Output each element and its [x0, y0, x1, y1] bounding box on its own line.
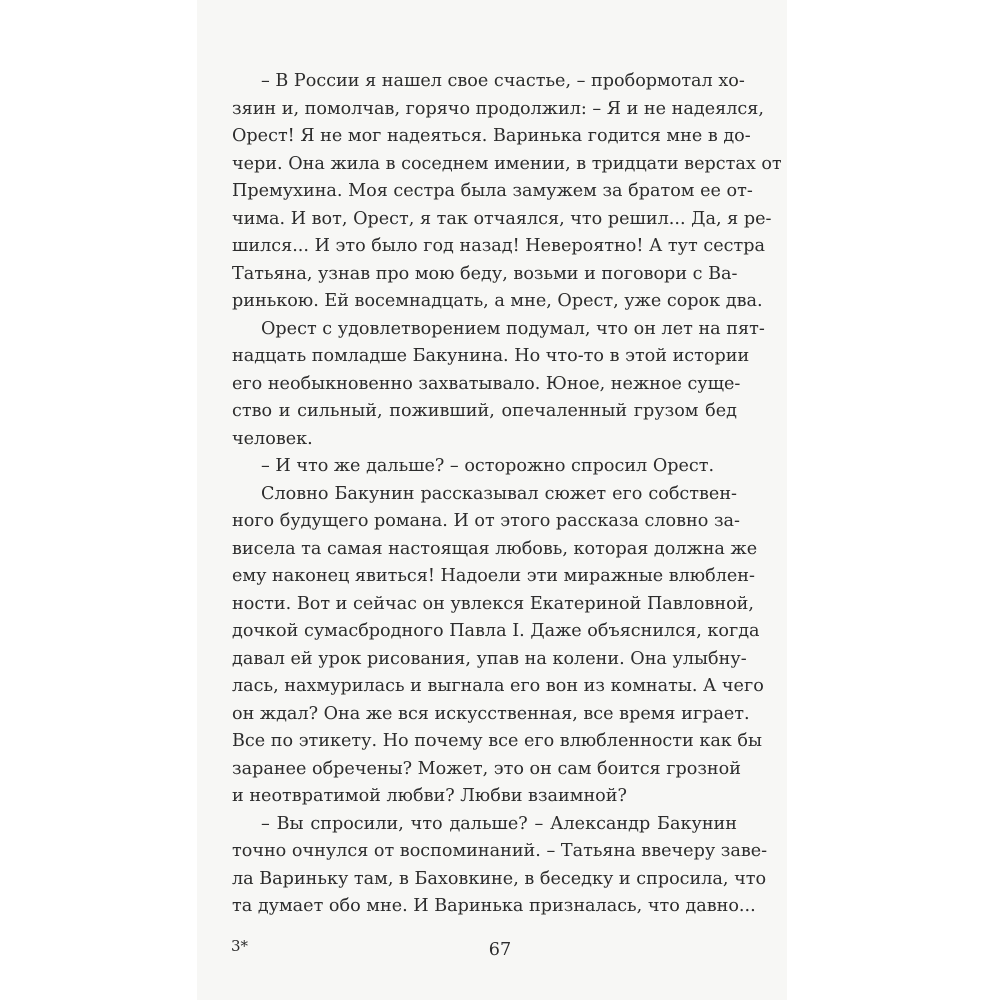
text-line: Словно Бакунин рассказывал сюжет его собствен- [261, 484, 737, 504]
text-line: – Вы спросили, что дальше? – Александр Бакунин [261, 814, 737, 834]
text-line: – И что же дальше? – осторожно спросил Орест. [261, 456, 715, 476]
text-line: ринькою. Ей восемнадцать, а мне, Орест, уже сорок два. [232, 291, 763, 311]
text-line: заранее обречены? Может, это он сам боится грозной [232, 759, 741, 779]
signature-mark: 3* [231, 937, 249, 955]
text-line: человек. [232, 429, 313, 449]
text-line: Орест! Я не мог надеяться. Варинька годится мне в до- [232, 126, 751, 146]
text-line: лась, нахмурилась и выгнала его вон из комнаты. А чего [232, 676, 764, 696]
text-line: та думает обо мне. И Варинька призналась, что давно... [232, 896, 756, 916]
text-line: ство и сильный, поживший, опечаленный грузом бед [232, 401, 737, 421]
text-line: его необыкновенно захватывало. Юное, нежное суще- [232, 374, 741, 394]
text-line: висела та самая настоящая любовь, которая должна же [232, 539, 758, 559]
text-line: надцать помладше Бакунина. Но что-то в этой истории [232, 346, 750, 366]
text-line: ла Вариньку там, в Баховкине, в беседку и спросила, что [232, 869, 767, 889]
text-line: Орест с удовлетворением подумал, что он лет на пят- [261, 319, 765, 339]
text-line: ности. Вот и сейчас он увлекся Екатериной Павловной, [232, 594, 754, 614]
text-line: – В России я нашел свое счастье, – пробормотал хо- [261, 71, 745, 91]
text-line: и неотвратимой любви? Любви взаимной? [232, 786, 627, 806]
page-number: 67 [488, 940, 512, 960]
text-line: зяин и, помолчав, горячо продолжил: – Я и не надеялся, [232, 99, 764, 119]
text-line: дочкой сумасбродного Павла I. Даже объяснился, когда [232, 621, 760, 641]
text-line: Татьяна, узнав про мою беду, возьми и поговори с Ва- [232, 264, 738, 284]
text-line: ного будущего романа. И от этого рассказа словно за- [232, 511, 740, 531]
text-line: шился... И это было год назад! Невероятно! А тут сестра [232, 236, 765, 256]
text-line: давал ей урок рисования, упав на колени. Она улыбну- [232, 649, 747, 669]
text-line: ему наконец явиться! Надоели эти миражные влюблен- [232, 566, 755, 586]
text-line: чима. И вот, Орест, я так отчаялся, что решил... Да, я ре- [232, 209, 772, 229]
text-line: чери. Она жила в соседнем имении, в тридцати верстах от [232, 154, 782, 174]
text-line: Все по этикету. Но почему все его влюбленности как бы [232, 731, 762, 751]
text-line: он ждал? Она же вся искусственная, все время играет. [232, 704, 750, 724]
text-line: точно очнулся от воспоминаний. – Татьяна ввечеру заве- [232, 841, 768, 861]
text-line: Премухина. Моя сестра была замужем за братом ее от- [232, 181, 753, 201]
